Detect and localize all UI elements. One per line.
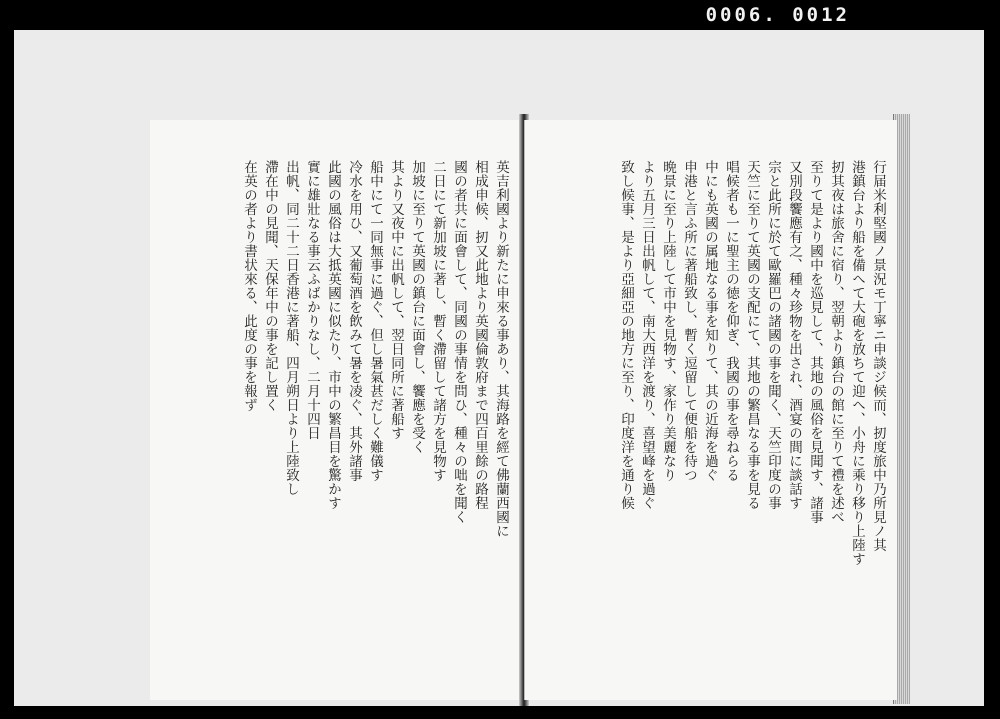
scan-mount: [14, 30, 984, 706]
text-column: 二日にて新加坡に著し、暫く滯留して諸方を見物す: [430, 160, 446, 482]
text-column: 加坡に至りて英國の鎮台に面會し、饗應を受く: [409, 160, 425, 454]
text-column: より五月三日出帆して、南大西洋を渡り、喜望峰を過ぐ: [639, 160, 655, 510]
text-column: 申港と言ふ所に著船致し、暫く逗留して便船を待つ: [681, 160, 697, 482]
right-page: [524, 120, 897, 700]
text-column: 天竺に至りて英國の支配にて、其地の繁昌なる事を見る: [744, 160, 760, 510]
text-column: 致し候事、是より亞細亞の地方に至り、印度洋を通り候: [618, 160, 634, 510]
text-column: 滯在中の見聞、天保年中の事を記し置く: [262, 160, 278, 412]
text-column: 至りて是より國中を巡見して、其地の風俗を見聞す、諸事: [807, 160, 823, 524]
text-column: 行届米利堅國ノ景況モ丁寧ニ申談ジ候而、扨度旅中乃所見ノ其: [870, 160, 886, 552]
text-column: 船中にて一同無事に過ぐ、但し暑氣甚だしく難儀す: [367, 160, 383, 482]
text-column: 中にも英國の属地なる事を知りて、其の近海を過ぐ: [702, 160, 718, 482]
text-column: 此國の風俗は大抵英國に似たり、市中の繁昌目を驚かす: [325, 160, 341, 510]
text-column: 唱候者も一に聖主の徳を仰ぎ、我國の事を尋ねらる: [723, 160, 739, 482]
text-column: 在英の者より書状來る、此度の事を報ず: [241, 160, 257, 412]
open-book: [150, 114, 910, 708]
left-page: [150, 120, 523, 700]
text-column: 宗と此所に於て歐羅巴の諸國の事を聞く、天竺印度の事: [765, 160, 781, 510]
text-column: 出帆、同二十二日香港に著船、四月朔日より上陸致し: [283, 160, 299, 496]
text-column: 晩景に至り上陸して市中を見物す、家作り美麗なり: [660, 160, 676, 482]
right-page-text: [533, 160, 887, 678]
text-column: 港鎮台より船を備へて大砲を放ちて迎へ、小舟に乘り移り上陸す: [849, 160, 865, 566]
text-column: 又別段饗應有之、種々珍物を出され、酒宴の間に談話す: [786, 160, 802, 510]
text-column: 冷水を用ひ、又葡萄酒を飲みて暑を凌ぐ、其外諸事: [346, 160, 362, 482]
text-column: 相成申候、扨又此地より英國倫敦府まで四百里餘の路程: [472, 160, 488, 510]
text-column: 實に雄壯なる事云ふばかりなし、二月十四日: [304, 160, 320, 440]
text-column: 國の者共に面會して、同國の事情を問ひ、種々の咄を聞く: [451, 160, 467, 524]
left-page-text: [158, 160, 510, 678]
text-column: 其より又夜中に出帆して、翌日同所に著船す: [388, 160, 404, 440]
text-column: 英吉利國より新たに申來る事あり、其海路を經て佛蘭西國に: [493, 160, 509, 538]
frame-number: 0006. 0012: [705, 4, 850, 26]
text-column: 扨其夜は旅舍に宿り、翌朝より鎮台の館に至りて禮を述べ: [828, 160, 844, 524]
